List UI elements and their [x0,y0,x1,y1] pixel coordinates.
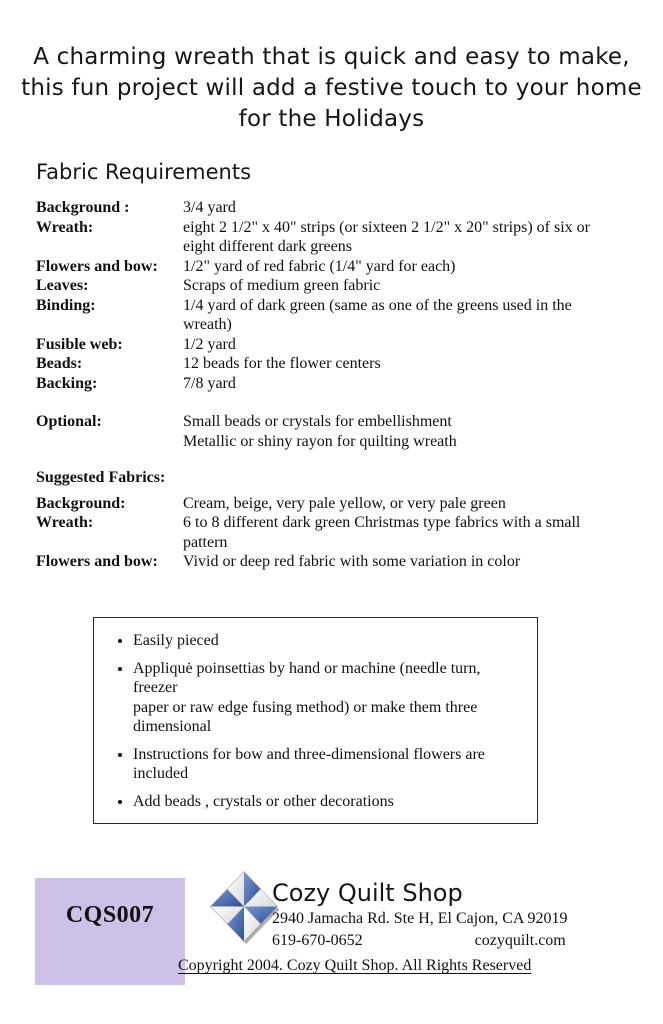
requirement-value [183,354,628,374]
requirement-row [36,513,628,552]
features-box [93,617,538,824]
requirement-value-line: 1/2" yard of red fabric (1/4" yard for each) [183,257,456,275]
requirement-label: Wreath: [36,218,94,236]
shop-phone: 619-670-0652 [272,932,363,949]
features-list [104,631,527,811]
suggested-fabrics-heading: Suggested Fabrics: [36,469,166,486]
feature-line: dimensional [133,718,212,735]
requirement-value-line: Small beads or crystals for embellishment [183,413,452,430]
requirement-row [36,276,628,296]
requirement-row [36,335,628,355]
requirement-value [183,296,628,335]
requirement-label: Background : [36,199,130,216]
shop-address: 2940 Jamacha Rd. Ste H, El Cajon, CA 92019 [272,910,568,927]
requirement-label: Flowers and bow: [36,553,158,570]
requirement-label: Background: [36,494,126,512]
title-line: A charming wreath that is quick and easy to make, [33,44,630,70]
feature-item [133,792,527,812]
requirement-value [183,218,628,257]
pinwheel-quilt-logo-icon [208,868,280,948]
copyright-line: Copyright 2004. Cozy Quilt Shop. All Rights Reserved [178,957,532,974]
feature-line: • Add beads , crystals or other decorations [133,792,394,810]
requirement-label: Wreath: [36,514,94,531]
requirement-value-line: 1/2 yard [183,335,236,353]
requirement-label: Flowers and bow: [36,257,158,275]
requirement-value-line: 12 beads for the flower centers [183,355,381,372]
title-line: for the Holidays [238,106,425,132]
requirement-value-line: 7/8 yard [183,374,236,392]
requirement-value [183,335,628,355]
requirement-label: Leaves: [36,277,89,294]
requirement-value [183,412,628,451]
requirement-row [36,257,628,277]
requirement-label: Fusible web: [36,335,123,353]
requirement-value-line: 3/4 yard [183,199,236,216]
requirement-value-line: eight 2 1/2" x 40" strips (or sixteen 2 1/2" x 20" strips) of six or [183,218,590,236]
requirement-value-line: 6 to 8 different dark green Christmas type fabrics with a small [183,514,581,531]
title-line: this fun project will add a festive touch to your home [21,75,642,101]
feature-line: included [133,765,189,782]
product-code-badge: CQS007 [35,878,185,985]
requirement-value-line: eight different dark greens [183,238,352,255]
requirement-value [183,257,628,277]
requirement-value [183,494,628,514]
feature-line: paper or raw edge fusing method) or make them three [133,698,478,716]
fabric-requirements-table [36,198,628,572]
feature-item [133,659,527,737]
requirement-value-line: 1/4 yard of dark green (same as one of the greens used in the [183,296,572,314]
requirement-value [183,276,628,296]
feature-line: • Appliquė poinsettias by hand or machine (needle turn, freezer [133,659,481,696]
page-title [0,42,663,135]
requirement-value-line: wreath) [183,316,232,333]
requirement-row [36,494,628,514]
requirement-row [36,218,628,257]
requirement-label: Optional: [36,413,102,430]
feature-line: • Instructions for bow and three-dimensional flowers are [133,745,485,763]
requirement-value-line: Vivid or deep red fabric with some variation in color [183,553,521,570]
requirement-value-line: Scraps of medium green fabric [183,277,381,294]
requirement-row [36,552,628,572]
requirement-label: Beads: [36,355,83,372]
requirement-row-optional [36,412,628,451]
requirement-value-line: Cream, beige, very pale yellow, or very pale green [183,494,506,512]
requirement-row [36,374,628,394]
feature-item [133,631,527,651]
shop-name: Cozy Quilt Shop [272,879,463,907]
feature-item [133,745,527,784]
shop-contact-row [272,931,632,951]
requirement-row [36,354,628,374]
requirement-value [183,513,628,552]
requirement-row [36,296,628,335]
requirement-label: Backing: [36,374,98,392]
shop-info-block [272,879,632,951]
requirement-value-line: pattern [183,533,228,551]
requirement-label: Binding: [36,296,96,314]
suggested-fabrics-rows [36,494,628,572]
requirement-value-line: Metallic or shiny rayon for quilting wreath [183,432,457,450]
requirement-value [183,552,628,572]
shop-website: cozyquilt.com [474,932,566,949]
requirement-value [183,374,628,394]
requirement-value [183,198,628,218]
fabric-requirements-heading: Fabric Requirements [36,160,252,184]
requirement-row [36,198,628,218]
feature-line: • Easily pieced [133,632,219,649]
